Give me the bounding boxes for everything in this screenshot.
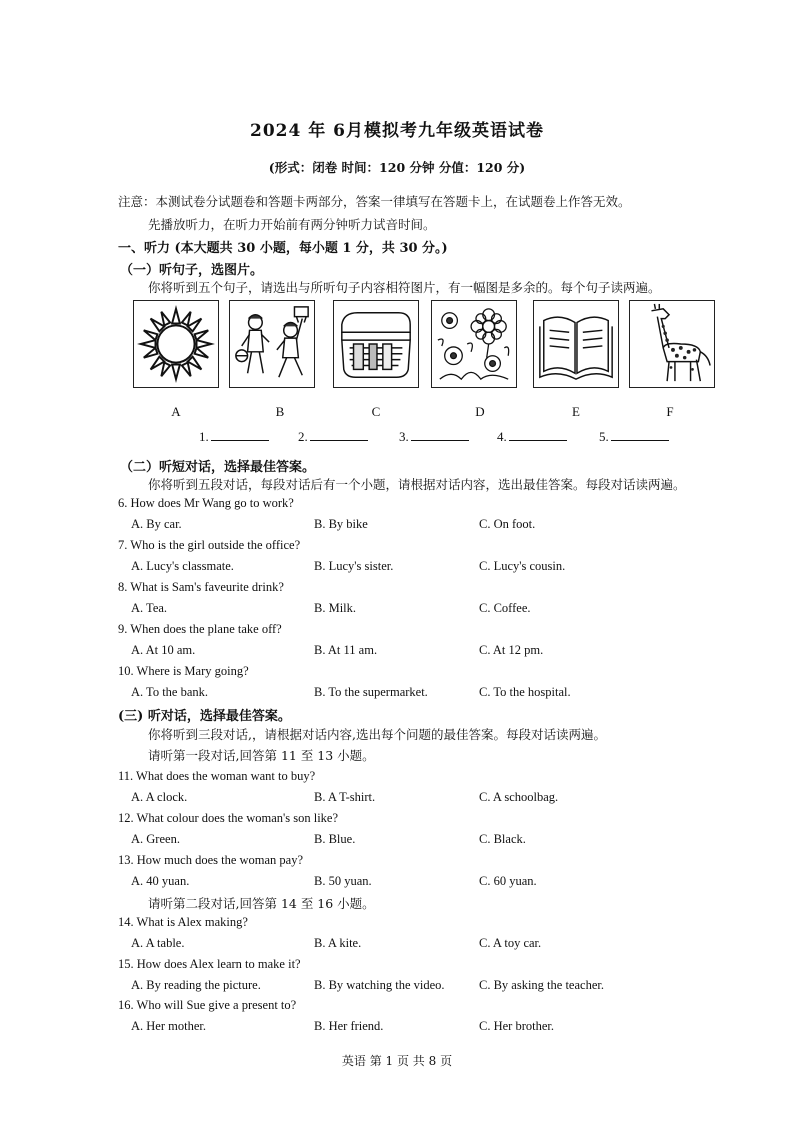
section3-instruction: 你将听到三段对话,，请根据对话内容,选出每个问题的最佳答案。每段对话读两遍。 (148, 727, 606, 742)
question-9: 9. When does the plane take off? (118, 622, 282, 636)
option-11b[interactable]: B. A T-shirt. (314, 790, 376, 804)
option-13a[interactable]: A. 40 yuan. (131, 874, 190, 888)
answer-blank-2[interactable] (298, 428, 368, 445)
notice-line-2: 先播放听力，在听力开始前有两分钟听力试音时间。 (148, 217, 436, 232)
option-10b[interactable]: B. To the supermarket. (314, 685, 428, 699)
option-6a[interactable]: A. By car. (131, 517, 182, 531)
section2-heading: （二）听短对话，选择最佳答案。 (120, 460, 316, 475)
section1-heading: （一）听句子，选图片。 (120, 263, 264, 278)
picture-c (333, 300, 419, 388)
answer-blank-1[interactable] (199, 428, 269, 445)
option-7a[interactable]: A. Lucy's classmate. (131, 559, 234, 573)
option-14a[interactable]: A. A table. (131, 936, 185, 950)
option-11a[interactable]: A. A clock. (131, 790, 188, 804)
option-7b[interactable]: B. Lucy's sister. (314, 559, 394, 573)
question-15: 15. How does Alex learn to make it? (118, 957, 301, 971)
option-6b[interactable]: B. By bike (314, 517, 368, 531)
option-16c[interactable]: C. Her brother. (479, 1019, 554, 1033)
part1-heading: 一、听力 (本大题共 30 小题，每小题 1 分，共 30 分。) (118, 241, 448, 256)
question-11: 11. What does the woman want to buy? (118, 769, 316, 783)
blank-number: 2. (298, 429, 308, 444)
dialog2-intro: 请听第二段对话,回答第 14 至 16 小题。 (148, 896, 375, 911)
section1-instruction: 你将听到五个句子，请选出与所听句子内容相符图片，有一幅图是多余的。每个句子读两遍。 (148, 280, 661, 295)
section3-heading: (三) 听对话，选择最佳答案。 (118, 709, 291, 724)
option-14c[interactable]: C. A toy car. (479, 936, 542, 950)
question-8: 8. What is Sam's faveurite drink? (118, 580, 284, 594)
blank-number: 5. (599, 429, 609, 444)
picture-b (229, 300, 315, 388)
option-10a[interactable]: A. To the bank. (131, 685, 209, 699)
answer-blank-3[interactable] (399, 428, 469, 445)
section2-instruction: 你将听到五段对话，每段对话后有一个小题，请根据对话内容，选出最佳答案。每段对话读两遍。 (148, 477, 686, 492)
page-footer: 英语 第 1 页 共 8 页 (341, 1054, 453, 1068)
blank-number: 1. (199, 429, 209, 444)
option-11c[interactable]: C. A schoolbag. (479, 790, 559, 804)
option-13b[interactable]: B. 50 yuan. (314, 874, 372, 888)
flowers-icon (432, 301, 516, 387)
question-16: 16. Who will Sue give a present to? (118, 998, 297, 1012)
question-10: 10. Where is Mary going? (118, 664, 249, 678)
open-book-icon (534, 301, 618, 387)
option-15c[interactable]: C. By asking the teacher. (479, 978, 604, 992)
question-7: 7. Who is the girl outside the office? (118, 538, 301, 552)
option-9c[interactable]: C. At 12 pm. (479, 643, 544, 657)
option-8c[interactable]: C. Coffee. (479, 601, 531, 615)
blank-number: 4. (497, 429, 507, 444)
picture-label-e: E (572, 404, 580, 419)
blank-number: 3. (399, 429, 409, 444)
option-12c[interactable]: C. Black. (479, 832, 526, 846)
question-13: 13. How much does the woman pay? (118, 853, 304, 867)
sun-icon (134, 301, 218, 387)
picture-label-c: C (371, 404, 381, 419)
option-14b[interactable]: B. A kite. (314, 936, 362, 950)
notice-line-1: 注意：本测试卷分试题卷和答题卡两部分，答案一律填写在答题卡上，在试题卷上作答无效。 (118, 194, 631, 209)
picture-e (533, 300, 619, 388)
giraffe-icon (630, 301, 714, 387)
option-9a[interactable]: A. At 10 am. (131, 643, 196, 657)
question-12: 12. What colour does the woman's son like? (118, 811, 339, 825)
answer-blank-4[interactable] (497, 428, 567, 445)
option-16a[interactable]: A. Her mother. (131, 1019, 206, 1033)
option-16b[interactable]: B. Her friend. (314, 1019, 384, 1033)
exam-subtitle: (形式：闭卷 时间：120 分钟 分值：120 分) (268, 160, 526, 175)
picture-label-b: B (275, 404, 285, 419)
picture-label-a: A (171, 404, 181, 419)
option-6c[interactable]: C. On foot. (479, 517, 536, 531)
question-6: 6. How does Mr Wang go to work? (118, 496, 294, 510)
pencil-case-icon (334, 301, 418, 387)
exam-title: 2024 年 6月模拟考九年级英语试卷 (250, 121, 544, 141)
option-8a[interactable]: A. Tea. (131, 601, 168, 615)
answer-blank-5[interactable] (599, 428, 669, 445)
picture-d (431, 300, 517, 388)
children-playing-icon (230, 301, 314, 387)
question-14: 14. What is Alex making? (118, 915, 248, 929)
picture-a (133, 300, 219, 388)
option-10c[interactable]: C. To the hospital. (479, 685, 571, 699)
dialog1-intro: 请听第一段对话,回答第 11 至 13 小题。 (148, 748, 375, 763)
option-8b[interactable]: B. Milk. (314, 601, 357, 615)
option-7c[interactable]: C. Lucy's cousin. (479, 559, 566, 573)
option-13c[interactable]: C. 60 yuan. (479, 874, 537, 888)
picture-label-f: F (666, 404, 674, 419)
option-15a[interactable]: A. By reading the picture. (131, 978, 261, 992)
option-12a[interactable]: A. Green. (131, 832, 180, 846)
picture-label-d: D (475, 404, 485, 419)
option-12b[interactable]: B. Blue. (314, 832, 356, 846)
option-15b[interactable]: B. By watching the video. (314, 978, 445, 992)
option-9b[interactable]: B. At 11 am. (314, 643, 378, 657)
picture-f (629, 300, 715, 388)
